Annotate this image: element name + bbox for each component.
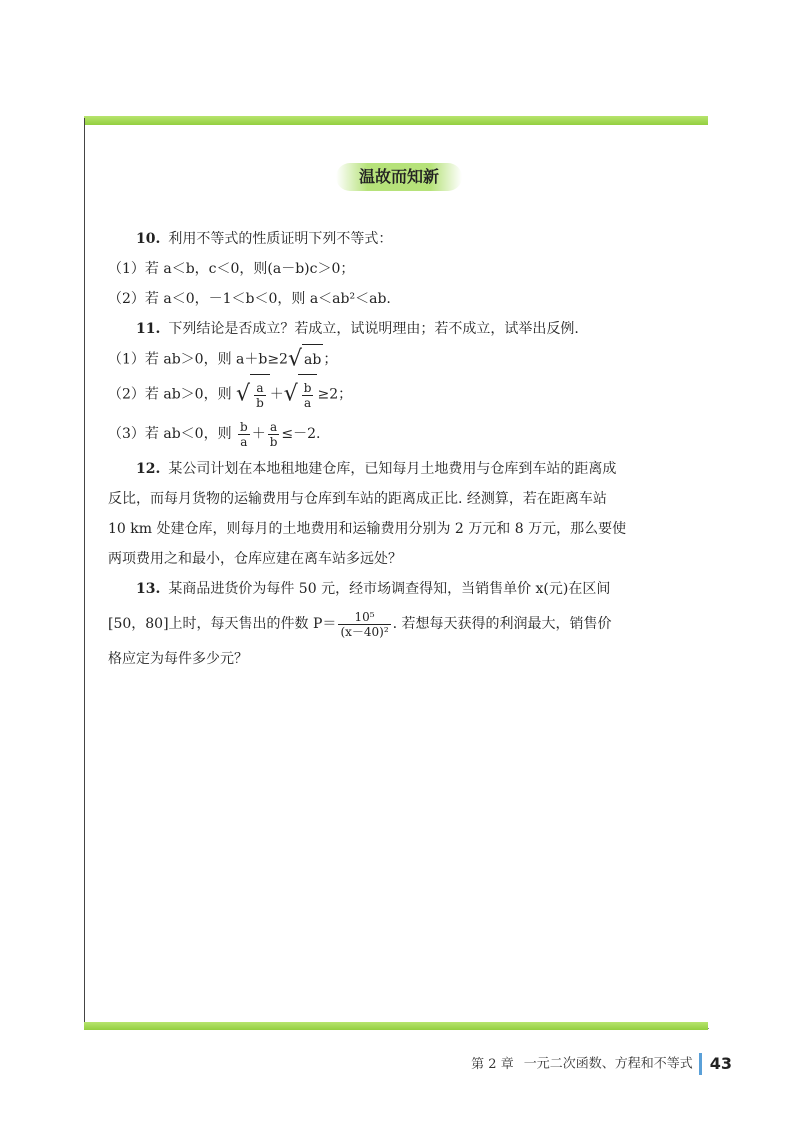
question-10-part-1: （1）若 a＜b，c＜0，则(a－b)c＞0；	[108, 261, 355, 277]
part-text: ；	[323, 351, 338, 368]
denominator: b	[269, 434, 278, 449]
part-text: （1）若 ab＞0，则 a＋b≥2	[108, 351, 288, 368]
numerator: a	[268, 420, 280, 435]
page-number: 43	[709, 1054, 732, 1073]
question-number: 12.	[136, 461, 161, 477]
question-11-part-3	[108, 414, 696, 454]
question-12	[108, 454, 696, 574]
footer-separator	[699, 1053, 702, 1075]
part-text: ＋	[269, 386, 284, 403]
fraction	[238, 420, 250, 449]
question-number: 11.	[136, 321, 161, 337]
question-text: . 若想每天获得的利润最大，销售价	[392, 616, 612, 632]
chapter-number: 第 2 章	[471, 1056, 514, 1072]
question-10-part-2: （2）若 a＜0，－1＜b＜0，则 a＜ab²＜ab.	[108, 291, 391, 307]
question-line: 格应定为每件多少元？	[108, 651, 248, 667]
question-11	[108, 314, 696, 344]
denominator: a	[304, 395, 312, 410]
sqrt-expression	[236, 374, 270, 415]
fraction	[254, 381, 266, 410]
question-number: 10.	[136, 231, 161, 247]
numerator: 10⁵	[338, 610, 390, 625]
fraction	[268, 420, 280, 449]
question-line: 反比，而每月货物的运输费用与仓库到车站的距离成正比. 经测算，若在距离车站	[108, 491, 607, 507]
section-title: 温故而知新	[336, 163, 462, 191]
radical-sign: √	[236, 381, 251, 407]
fraction	[302, 381, 314, 410]
radicand	[298, 374, 318, 415]
fraction	[338, 610, 390, 639]
part-text: ≥2；	[317, 386, 353, 403]
question-text: 利用不等式的性质证明下列不等式：	[168, 231, 393, 247]
question-10	[108, 224, 696, 254]
part-text: （3）若 ab＜0，则	[108, 426, 232, 442]
question-11-part-2	[108, 374, 696, 414]
sqrt-expression	[284, 374, 318, 415]
page-footer	[471, 1052, 732, 1076]
radical-sign: √	[287, 346, 303, 372]
question-text: 下列结论是否成立？若成立，试说明理由；若不成立，试举出反例.	[168, 321, 579, 337]
numerator: b	[303, 380, 312, 395]
question-line	[108, 604, 696, 644]
radical-sign: √	[283, 381, 298, 407]
question-number: 13.	[136, 581, 161, 597]
numerator: a	[254, 381, 266, 396]
denominator: a	[240, 434, 248, 449]
question-11-part-1	[108, 344, 696, 374]
part-text: ≤－2.	[281, 426, 321, 442]
denominator: (x－40)²	[340, 624, 389, 639]
exercise-content	[108, 224, 696, 674]
sqrt-expression	[288, 344, 323, 375]
question-text: 某公司计划在本地租地建仓库，已知每月土地费用与仓库到车站的距离成	[168, 461, 617, 477]
part-text: （2）若 ab＞0，则	[108, 386, 232, 403]
question-line: 两项费用之和最小，仓库应建在离车站多远处？	[108, 551, 402, 567]
bottom-green-bar	[84, 1022, 708, 1030]
chapter-title: 一元二次函数、方程和不等式	[523, 1056, 693, 1072]
question-line: 10 km 处建仓库，则每月的土地费用和运输费用分别为 2 万元和 8 万元，那么要使	[108, 521, 627, 537]
radicand: ab	[302, 344, 323, 375]
question-text: [50，80]上时，每天售出的件数 P＝	[108, 616, 337, 632]
question-text: 某商品进货价为每件 50 元，经市场调查得知，当销售单价 x(元)在区间	[168, 581, 611, 597]
radicand	[250, 374, 270, 415]
part-text: ＋	[251, 426, 266, 442]
question-line	[108, 454, 696, 484]
numerator: b	[240, 419, 248, 434]
question-line	[108, 574, 696, 604]
denominator: b	[256, 395, 264, 410]
question-13	[108, 574, 696, 674]
